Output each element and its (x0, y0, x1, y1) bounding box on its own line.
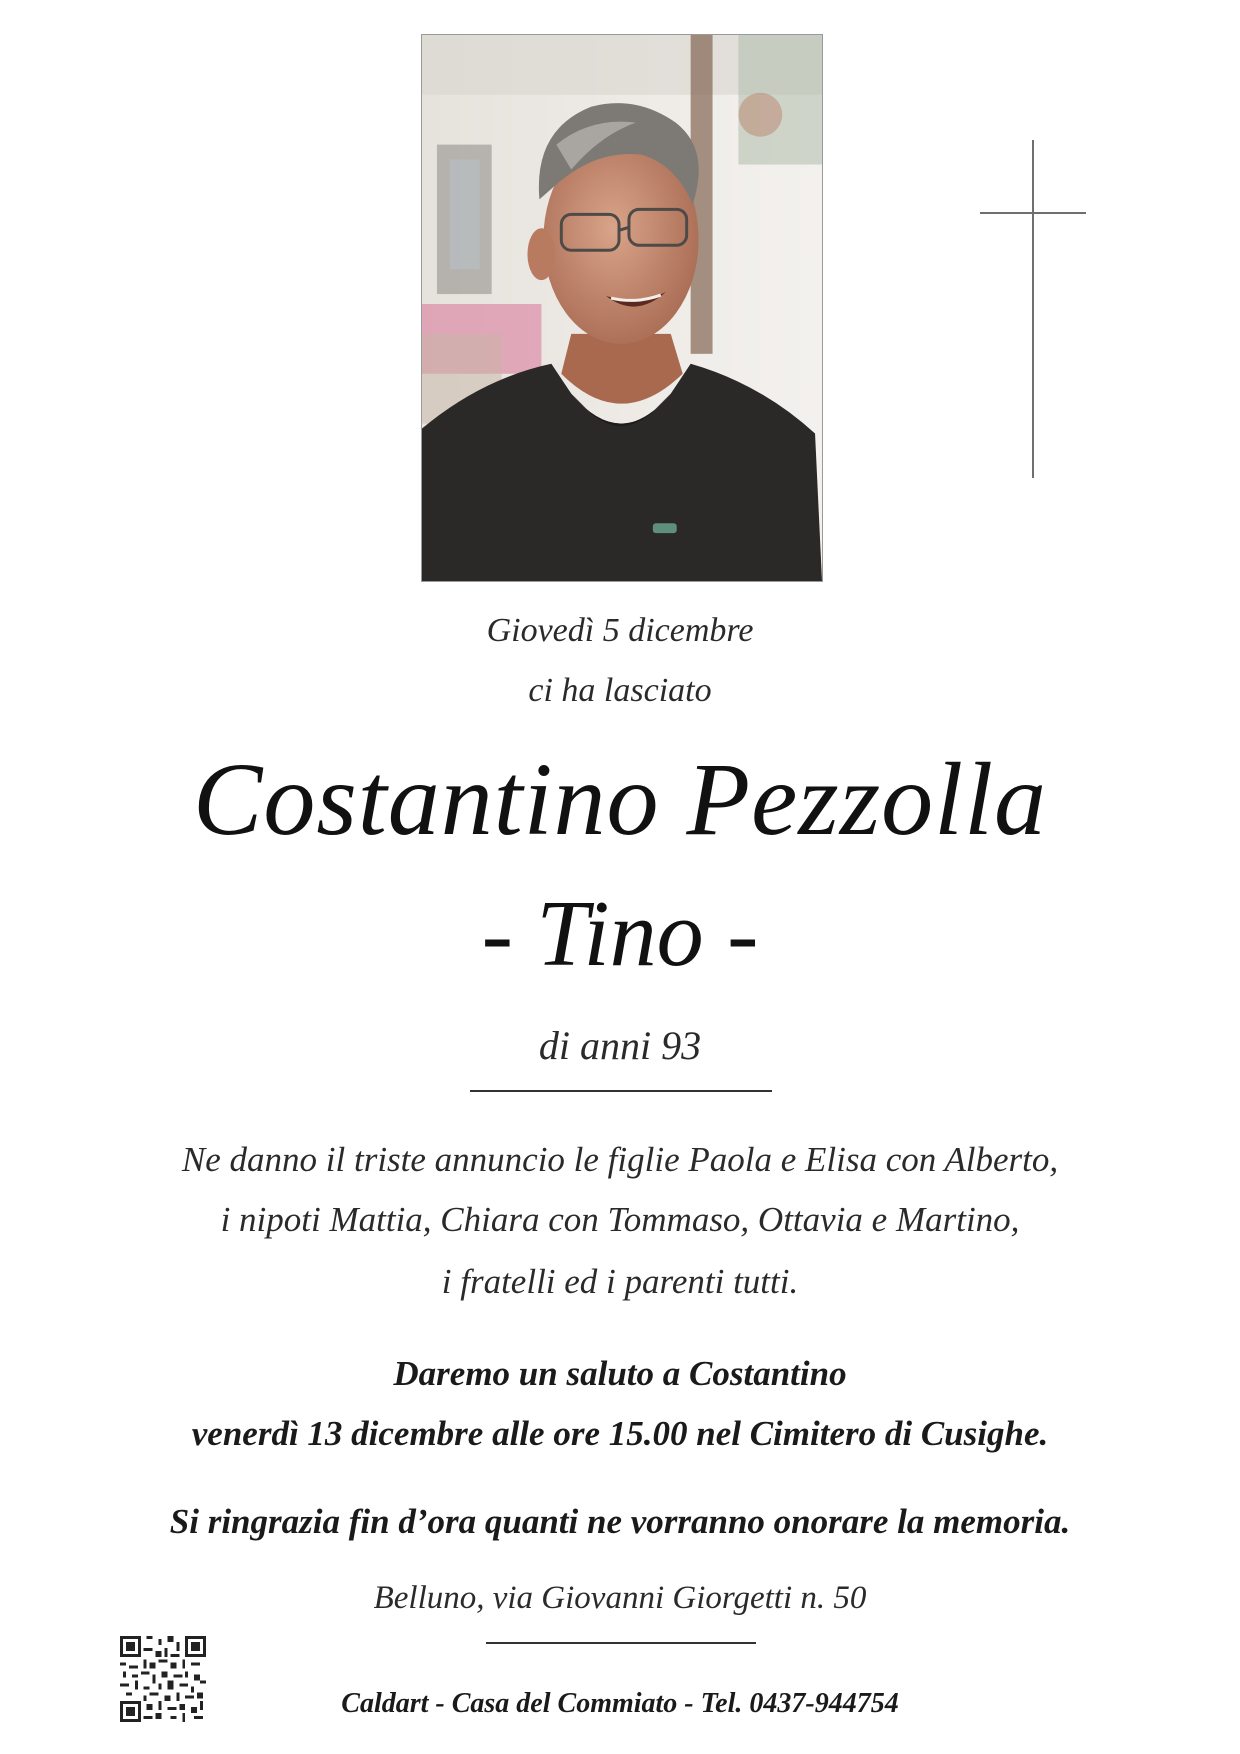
announcement-line-2: i nipoti Mattia, Chiara con Tommaso, Ottavia e Martino, (220, 1200, 1020, 1239)
announcement-line-1: Ne danno il triste annuncio le figlie Paola e Elisa con Alberto, (181, 1140, 1059, 1179)
ceremony-line-1: Daremo un saluto a Costantino (393, 1354, 847, 1393)
deceased-name: Costantino Pezzolla (193, 742, 1047, 857)
announcement-line-3: i fratelli ed i parenti tutti. (441, 1262, 799, 1301)
age-divider (470, 1090, 772, 1092)
address-divider (486, 1642, 756, 1644)
funeral-home-footer: Caldart - Casa del Commiato - Tel. 0437-944754 (341, 1688, 899, 1719)
ceremony-line-2: venerdì 13 dicembre alle ore 15.00 nel Cimitero di Cusighe. (191, 1414, 1049, 1453)
thanks-line: Si ringrazia fin d’ora quanti ne vorranno onorare la memoria. (169, 1502, 1071, 1541)
address: Belluno, via Giovanni Giorgetti n. 50 (373, 1580, 867, 1616)
deceased-age: di anni 93 (538, 1023, 702, 1068)
deceased-nickname: - Tino - (481, 882, 759, 986)
intro-date: Giovedì 5 dicembre (486, 612, 754, 649)
portrait-photo-illustration (422, 35, 822, 581)
cross-horizontal-bar (980, 212, 1086, 214)
intro-phrase: ci ha lasciato (528, 672, 712, 709)
portrait-photo (421, 34, 823, 582)
cross-vertical-bar (1032, 140, 1034, 478)
latin-cross-icon (980, 140, 1086, 478)
